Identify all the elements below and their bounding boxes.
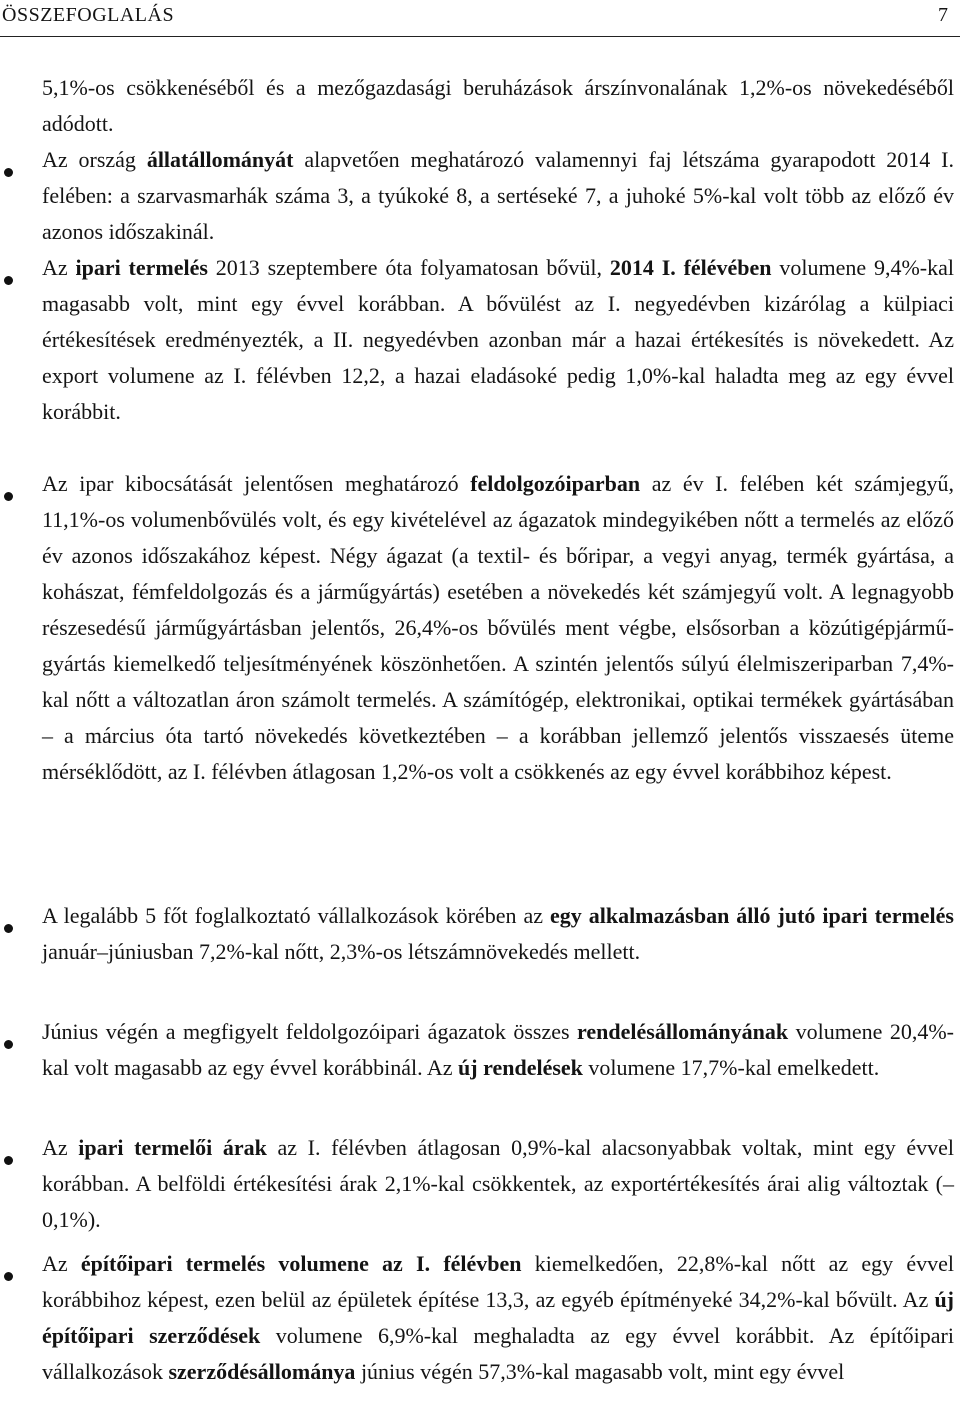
bullet-item: [42, 466, 954, 790]
bullet-dot-icon: [4, 1272, 13, 1281]
page-number: 7: [938, 4, 948, 26]
bold-term: építőipari termelés volumene az I. félévben: [80, 1251, 522, 1276]
bold-term: rendelésállományának: [577, 1019, 789, 1044]
section-title: ÖSSZEFOGLALÁS: [2, 4, 175, 26]
text-run: január–júniusban 7,2%-kal nőtt, 2,3%-os létszámnövekedés mellett.: [42, 939, 641, 964]
bold-term: ipari termelés: [75, 255, 208, 280]
bold-term: ipari termelői árak: [78, 1135, 267, 1160]
text-run: Az: [42, 1135, 79, 1160]
text-run: Június végén a megfigyelt feldolgozóipari ágazatok összes: [42, 1019, 578, 1044]
text-run: Az ország: [42, 147, 147, 172]
bold-term: egy alkalmazásban álló jutó ipari termelés: [549, 903, 954, 928]
bullet-dot-icon: [4, 168, 13, 177]
page-header: [0, 0, 960, 37]
bullet-dot-icon: [4, 924, 13, 933]
text-run: Az ipar kibocsátását jelentősen meghatározó: [42, 471, 471, 496]
text-run: június végén 57,3%-kal magasabb volt, mint egy évvel: [355, 1359, 845, 1384]
bold-term: új rendelések: [458, 1055, 583, 1080]
continuation-paragraph: 5,1%-os csökkenéséből és a mezőgazdasági beruházások árszínvonalának 1,2%-os növekedéséből adódott.: [42, 75, 954, 136]
text-run: volumene 9,4%-kal magasabb volt, mint egy évvel korábban. A bővülést az I. negyedévben kizárólag a külpiaci értékesítések eredményezték, a II. negyedévben azonban már a hazai értékesítés is növekedett. Az export volumene az I. félévben 12,2, a hazai eladásoké pedig 1,0%-kal haladta meg az egy évvel korábbit.: [42, 255, 955, 424]
bold-term: feldolgozóiparban: [470, 471, 641, 496]
text-run: volumene 20,4%-kal volt magasabb az egy évvel korábbinál. Az: [42, 1019, 954, 1080]
bold-term: szerződésállománya: [168, 1359, 356, 1384]
text-run: kiemelkedően, 22,8%-kal nőtt az egy évvel korábbihoz képest, ezen belül az épületek építése 13,3, az egyéb építményeké 34,2%-kal bővült. Az: [42, 1251, 954, 1312]
bullet-item: [42, 250, 954, 430]
bold-term: új építőipari szerződések: [42, 1287, 954, 1348]
text-run: volumene 6,9%-kal meghaladta az egy évvel korábbit. Az építőipari vállalkozások: [42, 1323, 954, 1384]
text-run: alapvetően meghatározó valamennyi faj létszáma gyarapodott 2014 I. felében: a szarvasmarhák száma 3, a tyúkoké 8, a sertéseké 7, a juhoké 5%-kal volt több az előző év azonos időszakinál.: [42, 147, 954, 244]
text-run: volumene 17,7%-kal emelkedett.: [582, 1055, 880, 1080]
bullet-item: [42, 142, 954, 250]
bullet-dot-icon: [4, 1156, 13, 1165]
bold-term: állatállományát: [146, 147, 294, 172]
bullet-dot-icon: [4, 492, 13, 501]
bullet-dot-icon: [4, 276, 13, 285]
text-run: Az: [42, 255, 76, 280]
bold-term: 2014 I. félévében: [609, 255, 772, 280]
text-run: 2013 szeptembere óta folyamatosan bővül,: [207, 255, 610, 280]
bullet-item: [42, 1130, 954, 1238]
text-run: Az: [42, 1251, 81, 1276]
bullet-item: [42, 1246, 954, 1390]
bullet-dot-icon: [4, 1040, 13, 1049]
text-run: A legalább 5 főt foglalkoztató vállalkozások körében az: [42, 903, 550, 928]
text-run: az év I. felében két számjegyű, 11,1%-os volumenbővülés volt, és egy kivételével az ágazatok mindegyikében nőtt a termelés az előző év azonos időszakához képest. Négy ágazat (a textil- és bőripar, a vegyi anyag, termék gyártása, a kohászat, fémfeldolgozás és a járműgyártás) esetében a növekedés két számjegyű volt. A legnagyobb részesedésű járműgyártásban jelentős, 26,4%-os bővülés ment végbe, elsősorban a közútigépjármű-gyártás kiemelkedő teljesítményének köszönhetően. A szintén jelentős súlyú élelmiszeriparban 7,4%-kal nőtt a változatlan áron számolt termelés. A számítógép, elektronikai, optikai termékek gyártásában – a március óta tartó növekedés következtében – a korábban jellemző jelentős visszaesés üteme mérséklődött, az I. félévben átlagosan 1,2%-os volt a csökkenés az egy évvel korábbihoz képest.: [42, 471, 954, 784]
bullet-item: [42, 898, 954, 970]
bullet-item: [42, 1014, 954, 1086]
text-run: az I. félévben átlagosan 0,9%-kal alacsonyabbak voltak, mint egy évvel korábban. A belföldi értékesítési árak 2,1%-kal csökkentek, az exportértékesítés árai alig változtak (–0,1%).: [42, 1135, 955, 1232]
